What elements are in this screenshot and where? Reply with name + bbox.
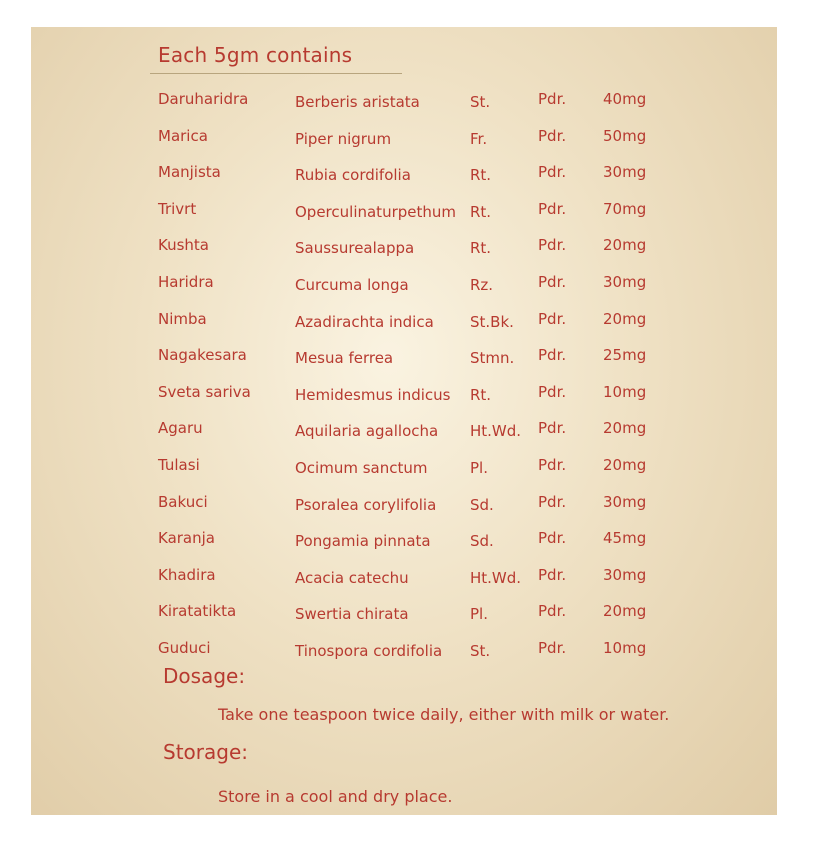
botanical-name: Piper nigrum [295,129,392,148]
preparation-form: Pdr. [538,309,567,328]
ingredient-name: Karanja [158,529,215,548]
ingredient-name: Manjista [158,163,221,182]
plant-part: Ht.Wd. [470,568,522,587]
botanical-name: Pongamia pinnata [295,532,431,551]
dose-amount: 30mg [603,492,647,511]
ingredient-row [31,163,777,199]
ingredient-row [31,200,777,236]
dose-amount: 20mg [603,419,647,438]
storage-text: Store in a cool and dry place. [218,787,453,806]
ingredient-name: Sveta sariva [158,382,251,401]
ingredient-row [31,529,777,565]
dose-amount: 10mg [603,639,647,657]
plant-part: Sd. [470,532,494,551]
botanical-name: Ocimum sanctum [295,459,428,477]
botanical-name: Operculinaturpethum [295,202,456,221]
composition-heading: Each 5gm contains [158,43,353,67]
dose-amount: 50mg [603,126,647,145]
ingredient-row [31,456,777,492]
dose-amount: 20mg [603,456,647,474]
plant-part: Rt. [470,202,492,221]
preparation-form: Pdr. [538,456,567,474]
botanical-name: Mesua ferrea [295,349,394,368]
botanical-name: Aquilaria agallocha [295,422,439,441]
ingredient-row [31,566,777,602]
preparation-form: Pdr. [538,163,567,182]
ingredient-name: Kiratatikta [158,602,237,621]
preparation-form: Pdr. [538,90,567,108]
botanical-name: Acacia catechu [295,568,409,587]
dose-amount: 20mg [603,236,647,255]
preparation-form: Pdr. [538,126,567,145]
dose-amount: 10mg [603,382,647,401]
preparation-form: Pdr. [538,236,567,255]
botanical-name: Tinospora cordifolia [295,642,443,660]
botanical-name: Berberis aristata [295,93,420,111]
plant-part: Stmn. [470,349,515,368]
botanical-name: Psoralea corylifolia [295,495,437,514]
ingredient-name: Nimba [158,309,207,328]
ingredient-name: Kushta [158,236,209,255]
plant-part: Rt. [470,239,492,258]
botanical-name: Azadirachta indica [295,312,434,331]
preparation-form: Pdr. [538,602,567,621]
ingredient-row [31,639,777,675]
botanical-name: Swertia chirata [295,605,409,624]
ingredient-row [31,493,777,529]
ingredient-row [31,346,777,382]
dose-amount: 20mg [603,602,647,621]
botanical-name: Curcuma longa [295,276,409,294]
ingredient-name: Nagakesara [158,346,247,365]
preparation-form: Pdr. [538,273,567,291]
ingredient-name: Haridra [158,273,214,291]
ingredient-name: Trivrt [158,199,197,218]
ingredient-name: Bakuci [158,492,208,511]
botanical-name: Rubia cordifolia [295,166,411,185]
ingredient-name: Tulasi [158,456,200,474]
ingredient-row [31,90,777,126]
plant-part: Fr. [470,129,488,148]
plant-part: Ht.Wd. [470,422,522,441]
dose-amount: 20mg [603,309,647,328]
botanical-name: Saussurealappa [295,239,415,258]
ingredient-name: Khadira [158,565,216,584]
ingredient-table [31,27,777,667]
ingredient-row [31,236,777,272]
plant-part: St.Bk. [470,312,514,331]
ingredient-name: Agaru [158,419,203,438]
ingredient-row [31,273,777,309]
dose-amount: 30mg [603,565,647,584]
preparation-form: Pdr. [538,382,567,401]
ingredient-row [31,310,777,346]
preparation-form: Pdr. [538,346,567,365]
plant-part: St. [470,93,491,111]
dosage-text: Take one teaspoon twice daily, either with milk or water. [218,705,670,724]
dose-amount: 30mg [603,273,647,291]
ingredient-row [31,419,777,455]
label-panel [31,27,777,815]
preparation-form: Pdr. [538,492,567,511]
ingredient-row [31,383,777,419]
dose-amount: 30mg [603,163,647,182]
preparation-form: Pdr. [538,565,567,584]
dose-amount: 45mg [603,529,647,548]
preparation-form: Pdr. [538,529,567,548]
ingredient-row [31,602,777,638]
preparation-form: Pdr. [538,199,567,218]
dose-amount: 40mg [603,90,647,108]
dose-amount: 70mg [603,199,647,218]
botanical-name: Hemidesmus indicus [295,385,451,404]
preparation-form: Pdr. [538,419,567,438]
plant-part: Sd. [470,495,494,514]
dose-amount: 25mg [603,346,647,365]
plant-part: Rt. [470,385,492,404]
ingredient-name: Daruharidra [158,90,249,108]
ingredient-name: Guduci [158,639,211,657]
ingredient-name: Marica [158,126,208,145]
storage-title: Storage: [163,740,248,764]
plant-part: St. [470,642,491,660]
plant-part: Pl. [470,459,488,477]
plant-part: Rt. [470,166,492,185]
plant-part: Pl. [470,605,488,624]
plant-part: Rz. [470,276,494,294]
ingredient-row [31,127,777,163]
dosage-title: Dosage: [163,664,246,688]
preparation-form: Pdr. [538,639,567,657]
